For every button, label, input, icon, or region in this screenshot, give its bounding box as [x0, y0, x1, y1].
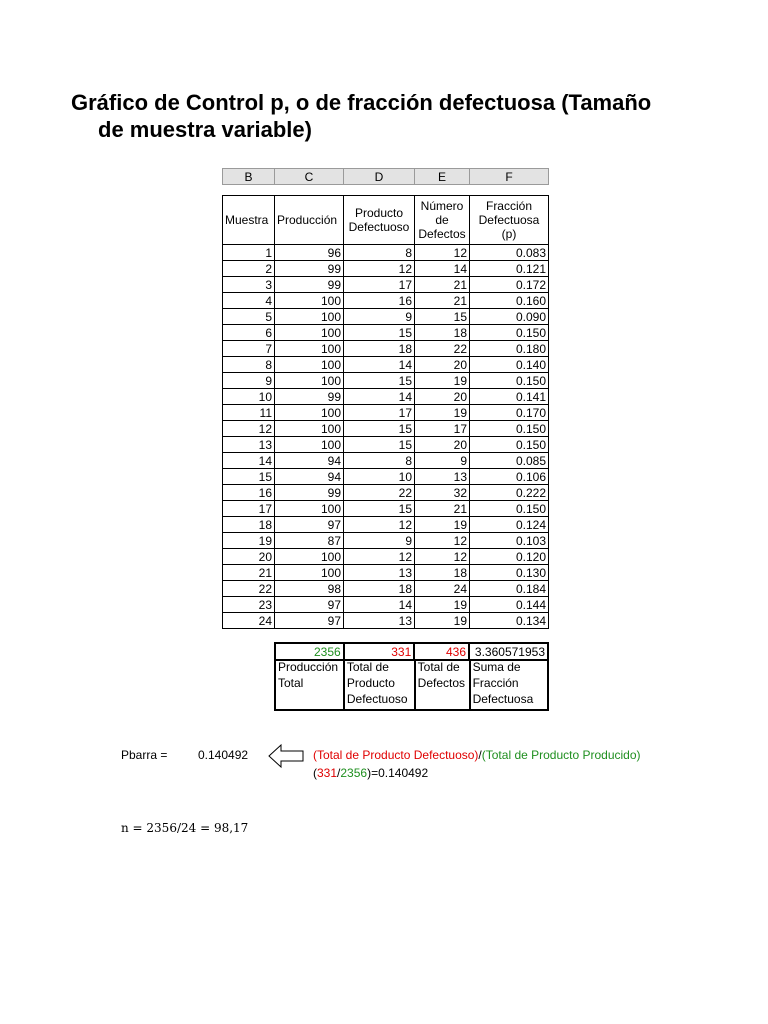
fraccion-cell[interactable]: 0.180 [470, 341, 549, 357]
defectos-cell[interactable]: 12 [415, 245, 470, 261]
produccion-cell[interactable]: 97 [275, 613, 344, 629]
produccion-cell[interactable]: 99 [275, 389, 344, 405]
formula-numerator: (Total de Producto Defectuoso) [313, 748, 479, 762]
defectos-cell[interactable]: 20 [415, 389, 470, 405]
table-header-row [223, 196, 549, 245]
fraccion-cell[interactable]: 0.160 [470, 293, 549, 309]
total-defectos-cell[interactable]: 436 [414, 643, 469, 660]
fraccion-cell[interactable]: 0.083 [470, 245, 549, 261]
pbarra-formula [313, 748, 641, 762]
muestra-cell[interactable]: 20 [223, 549, 275, 565]
defectos-cell[interactable]: 14 [415, 261, 470, 277]
page-title [71, 89, 711, 143]
muestra-cell[interactable]: 24 [223, 613, 275, 629]
table-row [223, 565, 549, 581]
produccion-cell[interactable]: 100 [275, 549, 344, 565]
total-fraccion-cell[interactable]: 3.360571953 [469, 643, 548, 660]
fraccion-cell[interactable]: 0.120 [470, 549, 549, 565]
muestra-cell[interactable]: 5 [223, 309, 275, 325]
muestra-cell[interactable]: 14 [223, 453, 275, 469]
label-produccion-total: Producción Total [275, 659, 344, 710]
table-row [223, 437, 549, 453]
label-suma-fraccion: Suma de Fracción Defectuosa [470, 659, 548, 710]
fraccion-cell[interactable]: 0.150 [470, 373, 549, 389]
total-defectuoso-cell[interactable]: 331 [344, 643, 415, 660]
produccion-cell[interactable]: 99 [275, 261, 344, 277]
totals-labels-row [274, 659, 549, 711]
fraccion-cell[interactable]: 0.170 [470, 405, 549, 421]
fraccion-cell[interactable]: 0.222 [470, 485, 549, 501]
produccion-cell[interactable]: 100 [275, 421, 344, 437]
produccion-cell[interactable]: 100 [275, 405, 344, 421]
defectos-cell[interactable]: 20 [415, 437, 470, 453]
defectos-cell[interactable]: 18 [415, 325, 470, 341]
muestra-cell[interactable]: 1 [223, 245, 275, 261]
table-row [223, 613, 549, 629]
fraccion-cell[interactable]: 0.106 [470, 469, 549, 485]
table-row [223, 277, 549, 293]
fraccion-cell[interactable]: 0.140 [470, 357, 549, 373]
table-row [223, 517, 549, 533]
fraccion-cell[interactable]: 0.134 [470, 613, 549, 629]
defectuoso-cell[interactable]: 8 [344, 245, 415, 261]
defectos-cell[interactable]: 17 [415, 421, 470, 437]
defectuoso-cell[interactable]: 18 [344, 341, 415, 357]
defectuoso-cell[interactable]: 9 [344, 309, 415, 325]
fraccion-cell[interactable]: 0.085 [470, 453, 549, 469]
column-letter-f[interactable]: F [470, 168, 549, 185]
muestra-cell[interactable]: 3 [223, 277, 275, 293]
fraccion-cell[interactable]: 0.144 [470, 597, 549, 613]
defectos-cell[interactable]: 19 [415, 373, 470, 389]
fraccion-cell[interactable]: 0.150 [470, 421, 549, 437]
defectos-cell[interactable]: 18 [415, 565, 470, 581]
header-numero-defectos: Número de Defectos [415, 196, 470, 245]
calc-open: ( [313, 766, 317, 780]
defectos-cell[interactable]: 19 [415, 597, 470, 613]
calc-denominator: 2356 [340, 766, 368, 780]
defectuoso-cell[interactable]: 15 [344, 501, 415, 517]
produccion-cell[interactable]: 98 [275, 581, 344, 597]
muestra-cell[interactable]: 10 [223, 389, 275, 405]
defectuoso-cell[interactable]: 14 [344, 389, 415, 405]
formula-separator: / [478, 748, 482, 762]
defectos-cell[interactable]: 19 [415, 405, 470, 421]
table-row [223, 469, 549, 485]
defectos-cell[interactable]: 13 [415, 469, 470, 485]
produccion-cell[interactable]: 100 [275, 501, 344, 517]
defectos-cell[interactable]: 20 [415, 357, 470, 373]
fraccion-cell[interactable]: 0.150 [470, 437, 549, 453]
fraccion-cell[interactable]: 0.121 [470, 261, 549, 277]
defectos-cell[interactable]: 12 [415, 549, 470, 565]
defectuoso-cell[interactable]: 22 [344, 485, 415, 501]
pbarra-label: Pbarra = [121, 748, 168, 762]
produccion-cell[interactable]: 97 [275, 597, 344, 613]
table-row [223, 597, 549, 613]
table-row [223, 341, 549, 357]
defectos-cell[interactable]: 19 [415, 517, 470, 533]
muestra-cell[interactable]: 8 [223, 357, 275, 373]
produccion-cell[interactable]: 87 [275, 533, 344, 549]
table-row [223, 325, 549, 341]
muestra-cell[interactable]: 16 [223, 485, 275, 501]
fraccion-cell[interactable]: 0.172 [470, 277, 549, 293]
muestra-cell[interactable]: 7 [223, 341, 275, 357]
produccion-cell[interactable]: 94 [275, 469, 344, 485]
header-produccion: Producción [275, 196, 344, 245]
title-line-2: de muestra variable) [98, 117, 312, 142]
produccion-cell[interactable]: 94 [275, 453, 344, 469]
produccion-cell[interactable]: 100 [275, 565, 344, 581]
produccion-cell[interactable]: 97 [275, 517, 344, 533]
defectuoso-cell[interactable]: 15 [344, 437, 415, 453]
defectuoso-cell[interactable]: 9 [344, 533, 415, 549]
defectos-cell[interactable]: 9 [415, 453, 470, 469]
produccion-cell[interactable]: 100 [275, 309, 344, 325]
defectuoso-cell[interactable]: 10 [344, 469, 415, 485]
defectuoso-cell[interactable]: 15 [344, 421, 415, 437]
produccion-cell[interactable]: 100 [275, 293, 344, 309]
column-letter-c[interactable]: C [275, 168, 344, 185]
defectuoso-cell[interactable]: 17 [344, 405, 415, 421]
pbarra-value: 0.140492 [198, 748, 249, 762]
column-letter-d[interactable]: D [344, 168, 415, 185]
column-header-row [222, 168, 549, 185]
table-row [223, 533, 549, 549]
muestra-cell[interactable]: 12 [223, 421, 275, 437]
header-producto-defectuoso: Producto Defectuoso [344, 196, 415, 245]
pbarra-calculation [313, 766, 428, 780]
fraccion-cell[interactable]: 0.150 [470, 501, 549, 517]
table-row [223, 357, 549, 373]
produccion-cell[interactable]: 99 [275, 485, 344, 501]
defectos-cell[interactable]: 21 [415, 501, 470, 517]
muestra-cell[interactable]: 13 [223, 437, 275, 453]
muestra-cell[interactable]: 11 [223, 405, 275, 421]
defectuoso-cell[interactable]: 18 [344, 581, 415, 597]
fraccion-cell[interactable]: 0.130 [470, 565, 549, 581]
table-row [223, 293, 549, 309]
title-line-1: Gráfico de Control p, o de fracción defectuosa (Tamaño [71, 90, 652, 115]
table-row [223, 261, 549, 277]
defectos-cell[interactable]: 24 [415, 581, 470, 597]
defectuoso-cell[interactable]: 13 [344, 613, 415, 629]
produccion-cell[interactable]: 96 [275, 245, 344, 261]
calc-result: )=0.140492 [367, 766, 429, 780]
defectuoso-cell[interactable]: 16 [344, 293, 415, 309]
fraccion-cell[interactable]: 0.103 [470, 533, 549, 549]
defectuoso-cell[interactable]: 15 [344, 373, 415, 389]
defectuoso-cell[interactable]: 8 [344, 453, 415, 469]
table-row [223, 245, 549, 261]
muestra-cell[interactable]: 4 [223, 293, 275, 309]
defectos-cell[interactable]: 21 [415, 293, 470, 309]
muestra-cell[interactable]: 23 [223, 597, 275, 613]
defectos-cell[interactable]: 19 [415, 613, 470, 629]
defectos-cell[interactable]: 15 [415, 309, 470, 325]
header-muestra: Muestra [223, 196, 275, 245]
table-row [223, 453, 549, 469]
column-letter-b[interactable]: B [222, 168, 275, 185]
muestra-cell[interactable]: 15 [223, 469, 275, 485]
defectos-cell[interactable]: 32 [415, 485, 470, 501]
left-arrow-icon [268, 743, 304, 769]
table-row [223, 549, 549, 565]
fraccion-cell[interactable]: 0.150 [470, 325, 549, 341]
defectos-cell[interactable]: 22 [415, 341, 470, 357]
defectuoso-cell[interactable]: 12 [344, 261, 415, 277]
table-row [223, 485, 549, 501]
defectuoso-cell[interactable]: 13 [344, 565, 415, 581]
table-row [223, 421, 549, 437]
produccion-cell[interactable]: 100 [275, 325, 344, 341]
fraccion-cell[interactable]: 0.124 [470, 517, 549, 533]
spreadsheet [222, 168, 549, 706]
defectuoso-cell[interactable]: 12 [344, 549, 415, 565]
produccion-cell[interactable]: 99 [275, 277, 344, 293]
label-total-producto-defectuoso: Total de Producto Defectuoso [344, 659, 415, 710]
defectuoso-cell[interactable]: 14 [344, 597, 415, 613]
muestra-cell[interactable]: 22 [223, 581, 275, 597]
fraccion-cell[interactable]: 0.184 [470, 581, 549, 597]
table-row [223, 309, 549, 325]
table-row [223, 581, 549, 597]
label-total-defectos: Total de Defectos [415, 659, 470, 710]
table-row [223, 405, 549, 421]
defectuoso-cell[interactable]: 14 [344, 357, 415, 373]
muestra-cell[interactable]: 17 [223, 501, 275, 517]
defectuoso-cell[interactable]: 12 [344, 517, 415, 533]
produccion-cell[interactable]: 100 [275, 437, 344, 453]
table-row [223, 373, 549, 389]
header-fraccion: Fracción Defectuosa (p) [470, 196, 549, 245]
n-calculation: n = 2356/24 = 98,17 [121, 821, 249, 835]
produccion-cell[interactable]: 100 [275, 357, 344, 373]
muestra-cell[interactable]: 21 [223, 565, 275, 581]
data-table [222, 195, 549, 629]
table-row [223, 501, 549, 517]
fraccion-cell[interactable]: 0.141 [470, 389, 549, 405]
muestra-cell[interactable]: 2 [223, 261, 275, 277]
calc-slash: / [337, 766, 341, 780]
produccion-cell[interactable]: 100 [275, 341, 344, 357]
column-letter-e[interactable]: E [415, 168, 470, 185]
produccion-cell[interactable]: 100 [275, 373, 344, 389]
fraccion-cell[interactable]: 0.090 [470, 309, 549, 325]
muestra-cell[interactable]: 9 [223, 373, 275, 389]
calc-numerator: 331 [317, 766, 338, 780]
defectos-cell[interactable]: 21 [415, 277, 470, 293]
defectuoso-cell[interactable]: 15 [344, 325, 415, 341]
defectuoso-cell[interactable]: 17 [344, 277, 415, 293]
muestra-cell[interactable]: 18 [223, 517, 275, 533]
defectos-cell[interactable]: 12 [415, 533, 470, 549]
muestra-cell[interactable]: 6 [223, 325, 275, 341]
total-produccion-cell[interactable]: 2356 [275, 643, 344, 660]
formula-denominator: (Total de Producto Producido) [481, 748, 641, 762]
table-row [223, 389, 549, 405]
muestra-cell[interactable]: 19 [223, 533, 275, 549]
